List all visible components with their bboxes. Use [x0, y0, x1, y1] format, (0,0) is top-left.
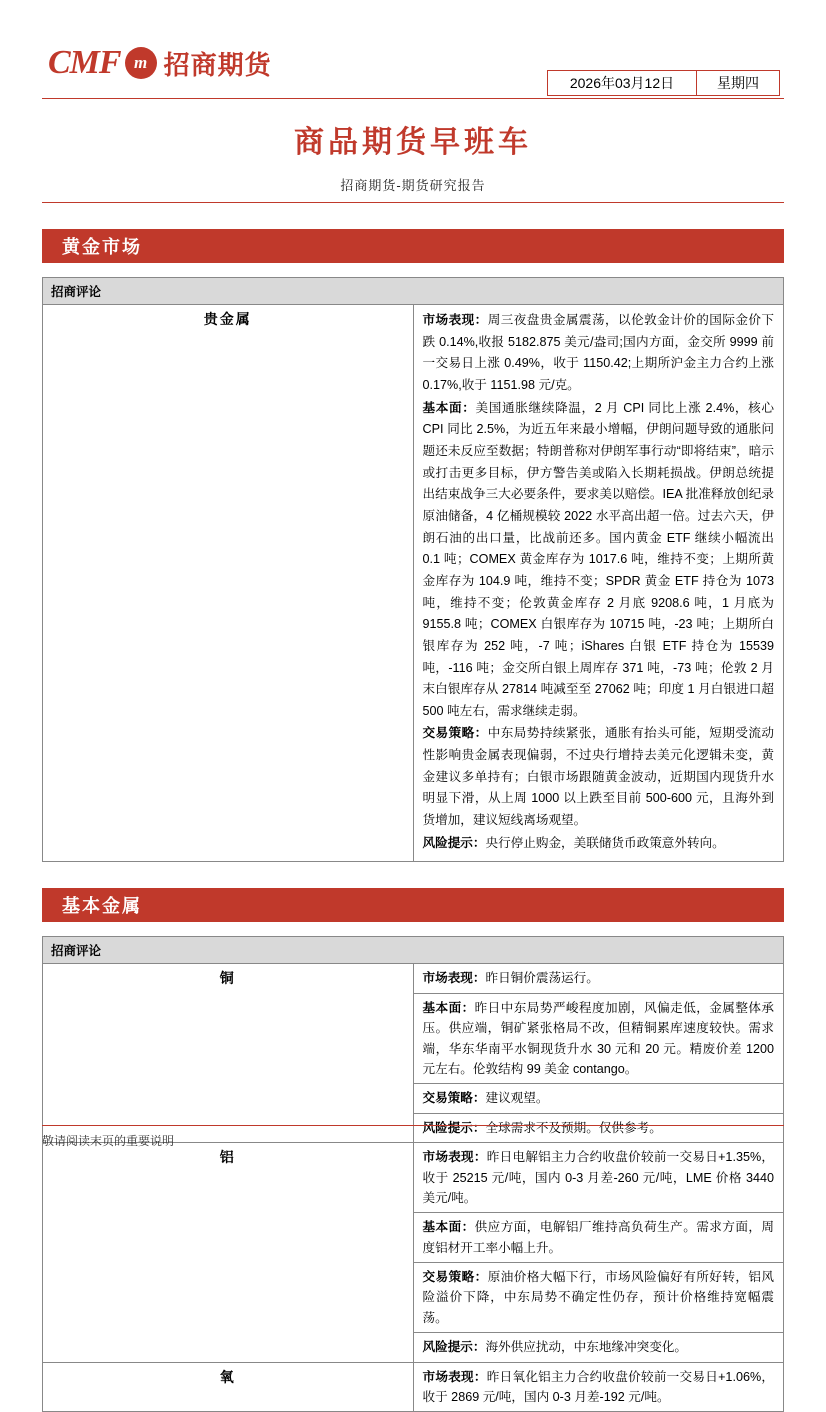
alumina-commentary	[413, 1362, 784, 1412]
row-label-alumina: 氧	[43, 1362, 414, 1412]
fundamentals-label: 基本面：	[422, 400, 476, 415]
alumina-market-performance-label: 市场表现：	[422, 1369, 487, 1384]
row-label-precious-metals: 贵金属	[43, 305, 414, 862]
aluminum-commentary	[413, 1143, 784, 1363]
copper-fundamentals	[414, 994, 784, 1085]
aluminum-fundamentals	[414, 1213, 784, 1263]
market-performance-text: 周三夜盘贵金属震荡，以伦敦金计价的国际金价下跌 0.14%,收报 5182.875 美元/盎司;国内方面，金交所 9999 前一交易日上涨 0.49%，收于 1150.42;上期所沪金主力合约上涨 0.17%,收于 1151.98 元/克。	[422, 313, 775, 392]
aluminum-market-performance	[414, 1143, 784, 1213]
page-subtitle: 招商期货-期货研究报告	[340, 178, 486, 193]
aluminum-market-performance-text: 昨日电解铝主力合约收盘价较前一交易日+1.35%，收于 25215 元/吨，国内 0-3 月差-260 元/吨，LME 价格 3440 美元/吨。	[422, 1150, 774, 1205]
brand-logo	[48, 44, 272, 82]
logo-text: CMF	[48, 44, 121, 81]
section-header-gold-label: 黄金市场	[62, 237, 142, 257]
alumina-market-performance-text: 昨日氧化铝主力合约收盘价较前一交易日+1.06%，收于 2869 元/吨，国内 0-3 月差-192 元/吨。	[422, 1369, 774, 1405]
table-head-cell: 招商评论	[43, 278, 784, 305]
report-date: 2026年03月12日	[547, 70, 697, 96]
row-label-aluminum: 铝	[43, 1143, 414, 1363]
page-header	[42, 36, 784, 99]
title-zone	[42, 99, 784, 203]
table-head-row	[43, 278, 784, 305]
aluminum-risk	[414, 1333, 784, 1361]
aluminum-fundamentals-label: 基本面：	[422, 1220, 475, 1235]
copper-fundamentals-label: 基本面：	[422, 1000, 475, 1015]
page-footer	[42, 1125, 784, 1149]
market-performance-label: 市场表现：	[422, 313, 488, 327]
aluminum-strategy-text: 原油价格大幅下行，市场风险偏好有所好转，铝风险溢价下降，中东局势不确定性仍存，预计价格维持宽幅震荡。	[422, 1270, 775, 1325]
copper-commentary	[413, 964, 784, 1143]
table-row	[43, 305, 784, 862]
gold-table	[42, 277, 784, 862]
risk-block	[423, 833, 775, 855]
copper-risk-label: 风险提示：	[422, 1120, 486, 1135]
table-row	[43, 1143, 784, 1363]
strategy-block	[423, 723, 775, 831]
gold-commentary	[413, 305, 784, 862]
copper-strategy-text: 建议观望。	[485, 1091, 549, 1106]
strategy-text: 中东局势持续紧张，通胀有抬头可能，短期受流动性影响贵金属表现偏弱，不过央行增持去美元化逻辑未变，黄金建议多单持有；白银市场跟随黄金波动，近期国内现货升水明显下滑，从上周 1000 以上跌至目前 500-600 元，且海外到货增加，建议短线离场观望。	[422, 726, 775, 828]
table-row	[43, 964, 784, 1143]
aluminum-market-performance-label: 市场表现：	[422, 1150, 487, 1165]
copper-fundamentals-text: 昨日中东局势严峻程度加剧，风偏走低，金属整体承压。供应端，铜矿紧张格局不改，但精铜累库速度较快。需求端，华东华南平水铜现货升水 30 元和 20 元。精废价差 1200 元左右。伦敦结构 99 美金 contango。	[422, 1000, 775, 1076]
aluminum-strategy	[414, 1263, 784, 1333]
risk-text: 央行停止购金，美联储货币政策意外转向。	[485, 835, 725, 850]
logo-company-name: 招商期货	[163, 49, 272, 80]
aluminum-fundamentals-text: 供应方面，电解铝厂维持高负荷生产。需求方面，周度铝材开工率小幅上升。	[422, 1220, 775, 1255]
strategy-label: 交易策略：	[422, 726, 488, 741]
footer-note: 敬请阅读末页的重要说明	[42, 1134, 175, 1148]
aluminum-risk-label: 风险提示：	[422, 1340, 486, 1355]
copper-strategy-label: 交易策略：	[422, 1091, 486, 1106]
aluminum-risk-text: 海外供应扰动，中东地缘冲突变化。	[485, 1340, 687, 1355]
table-head-row	[43, 937, 784, 964]
base-metals-table	[42, 936, 784, 1412]
risk-label: 风险提示：	[422, 835, 486, 850]
alumina-market-performance	[414, 1363, 784, 1412]
copper-market-performance-label: 市场表现：	[422, 971, 486, 986]
section-header-base-metals	[42, 888, 784, 922]
aluminum-strategy-label: 交易策略：	[422, 1270, 488, 1285]
market-performance-block	[423, 310, 775, 397]
table-head-cell: 招商评论	[43, 937, 784, 964]
copper-market-performance	[414, 964, 784, 993]
fundamentals-block	[423, 398, 775, 723]
copper-risk-text: 全球需求不及预期。仅供参考。	[485, 1120, 662, 1135]
table-row	[43, 1362, 784, 1412]
fundamentals-text: 美国通胀继续降温，2 月 CPI 同比上涨 2.4%，核心 CPI 同比 2.5%，为近五年来最小增幅，伊朗问题导致的通胀问题还未反应至数据；特朗普称对伊朗军事行动“即将结束”，暗示或打击更多目标，伊方警告美或陷入长期耗损战。伊朗总统提出结束战争三大必要条件，要求美以赔偿。IEA 批准释放创纪录原油储备，4 亿桶规模较 2022 水平高出超一倍。过去六天，伊朗石油的出口量，比战前还多。国内黄金 ETF 继续小幅流出 0.1 吨；COMEX 黄金库存为 1017.6 吨，维持不变；上期所黄金库存为 104.9 吨，维持不变；SPDR 黄金 ETF 持仓为 1073 吨，维持不变；伦敦黄金库存 2 月底 9208.6 吨，1 月底为 9155.8 吨；COMEX 白银库存为 10715 吨，-23 吨；上期所白银库存为 252 吨，-7 吨；iShares 白银 ETF 持仓为 15539 吨，-116 吨；金交所白银上周库存 371 吨，-73 吨；伦敦 2 月末白银库存从 27814 吨减至至 27062 吨；印度 1 月白银进口超 500 吨左右，需求继续走弱。	[422, 400, 775, 718]
date-box	[547, 70, 780, 96]
copper-market-performance-text: 昨日铜价震荡运行。	[485, 971, 599, 986]
section-header-base-metals-label: 基本金属	[62, 896, 142, 917]
section-header-gold	[42, 229, 784, 263]
row-label-copper: 铜	[43, 964, 414, 1143]
logo-mark-icon: m	[125, 47, 157, 79]
copper-strategy	[414, 1084, 784, 1113]
page-title: 商品期货早班车	[294, 126, 532, 159]
report-weekday: 星期四	[697, 70, 780, 96]
